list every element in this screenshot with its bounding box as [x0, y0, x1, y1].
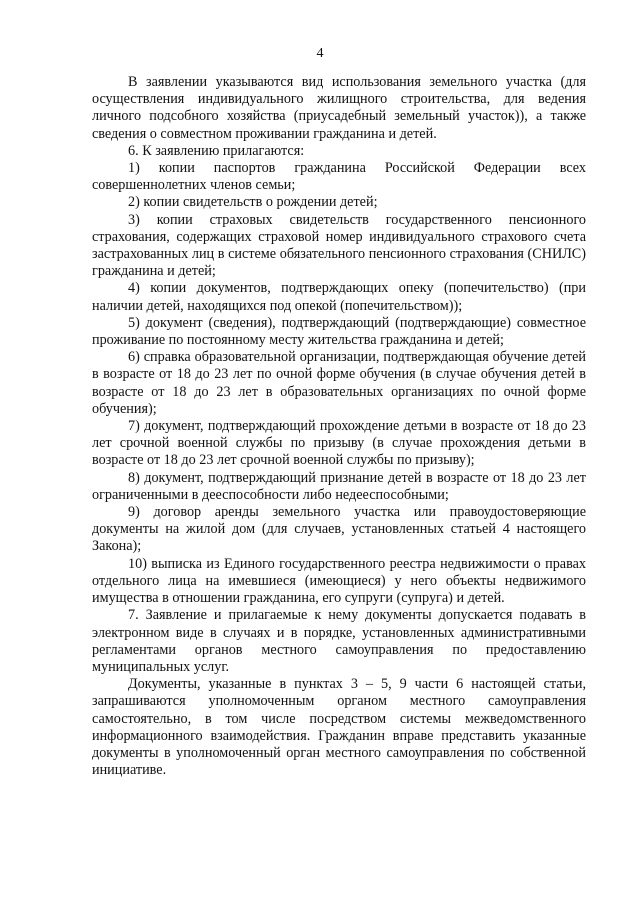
- paragraph-application-content: В заявлении указываются вид использования земельного участка (для осуществления индивидуального жилищного строительства, для ведения личного подсобного хозяйства (приусадебный земельный участок)), а также сведения о совместном проживании гражданина и детей.: [92, 74, 586, 142]
- paragraph-documents-request: Документы, указанные в пунктах 3 – 5, 9 части 6 настоящей статьи, запрашиваются уполномоченным органом местного самоуправления самостоятельно, в том числе посредством системы межведомственного информационного взаимодействия. Гражданин вправе представить указанные документы в уполномоченный орган местного самоуправления по собственной инициативе.: [92, 676, 586, 779]
- page-number: 4: [316, 46, 324, 61]
- list-item-10: 10) выписка из Единого государственного реестра недвижимости о правах отдельного лица на имевшиеся (имеющиеся) у него объекты недвижимого имущества в отношении гражданина, его супруги (супруга) и детей.: [92, 555, 586, 607]
- list-item-9: 9) договор аренды земельного участка или правоудостоверяющие документы на жилой дом (для случаев, установленных статьей 4 настоящего Закона);: [92, 504, 586, 555]
- list-item-2: 2) копии свидетельств о рождении детей;: [128, 194, 378, 211]
- paragraph-section-6-heading: 6. К заявлению прилагаются:: [128, 142, 305, 159]
- document-body: [92, 74, 586, 779]
- list-item-3: 3) копии страховых свидетельств государственного пенсионного страхования, содержащих страховой номер индивидуального страхового счета застрахованных лиц в системе обязательного пенсионного страхования (СНИЛС) гражданина и детей;: [92, 211, 586, 280]
- paragraph-section-7: 7. Заявление и прилагаемые к нему документы допускается подавать в электронном виде в случаях и в порядке, установленных административными регламентами органов местного самоуправления по предоставлению муниципальных услуг.: [92, 607, 586, 675]
- list-item-5: 5) документ (сведения), подтверждающий (подтверждающие) совместное проживание по постоянному месту жительства гражданина и детей;: [92, 314, 586, 349]
- list-item-6: 6) справка образовательной организации, подтверждающая обучение детей в возрасте от 18 до 23 лет по очной форме обучения (в случае обучения детей в возрасте от 18 до 23 лет в образовательных организациях по очной форме обучения);: [92, 349, 586, 417]
- list-item-4: 4) копии документов, подтверждающих опеку (попечительство) (при наличии детей, находящихся под опекой (попечительством));: [92, 280, 586, 314]
- list-item-8: 8) документ, подтверждающий признание детей в возрасте от 18 до 23 лет ограниченными в дееспособности либо недееспособными;: [92, 469, 586, 503]
- list-item-1: 1) копии паспортов гражданина Российской Федерации всех совершеннолетних членов семьи;: [92, 160, 586, 194]
- list-item-7: 7) документ, подтверждающий прохождение детьми в возрасте от 18 до 23 лет срочной военной службы по призыву (в случае прохождения детьми в возрасте от 18 до 23 лет срочной военной службы по призыву);: [92, 418, 586, 469]
